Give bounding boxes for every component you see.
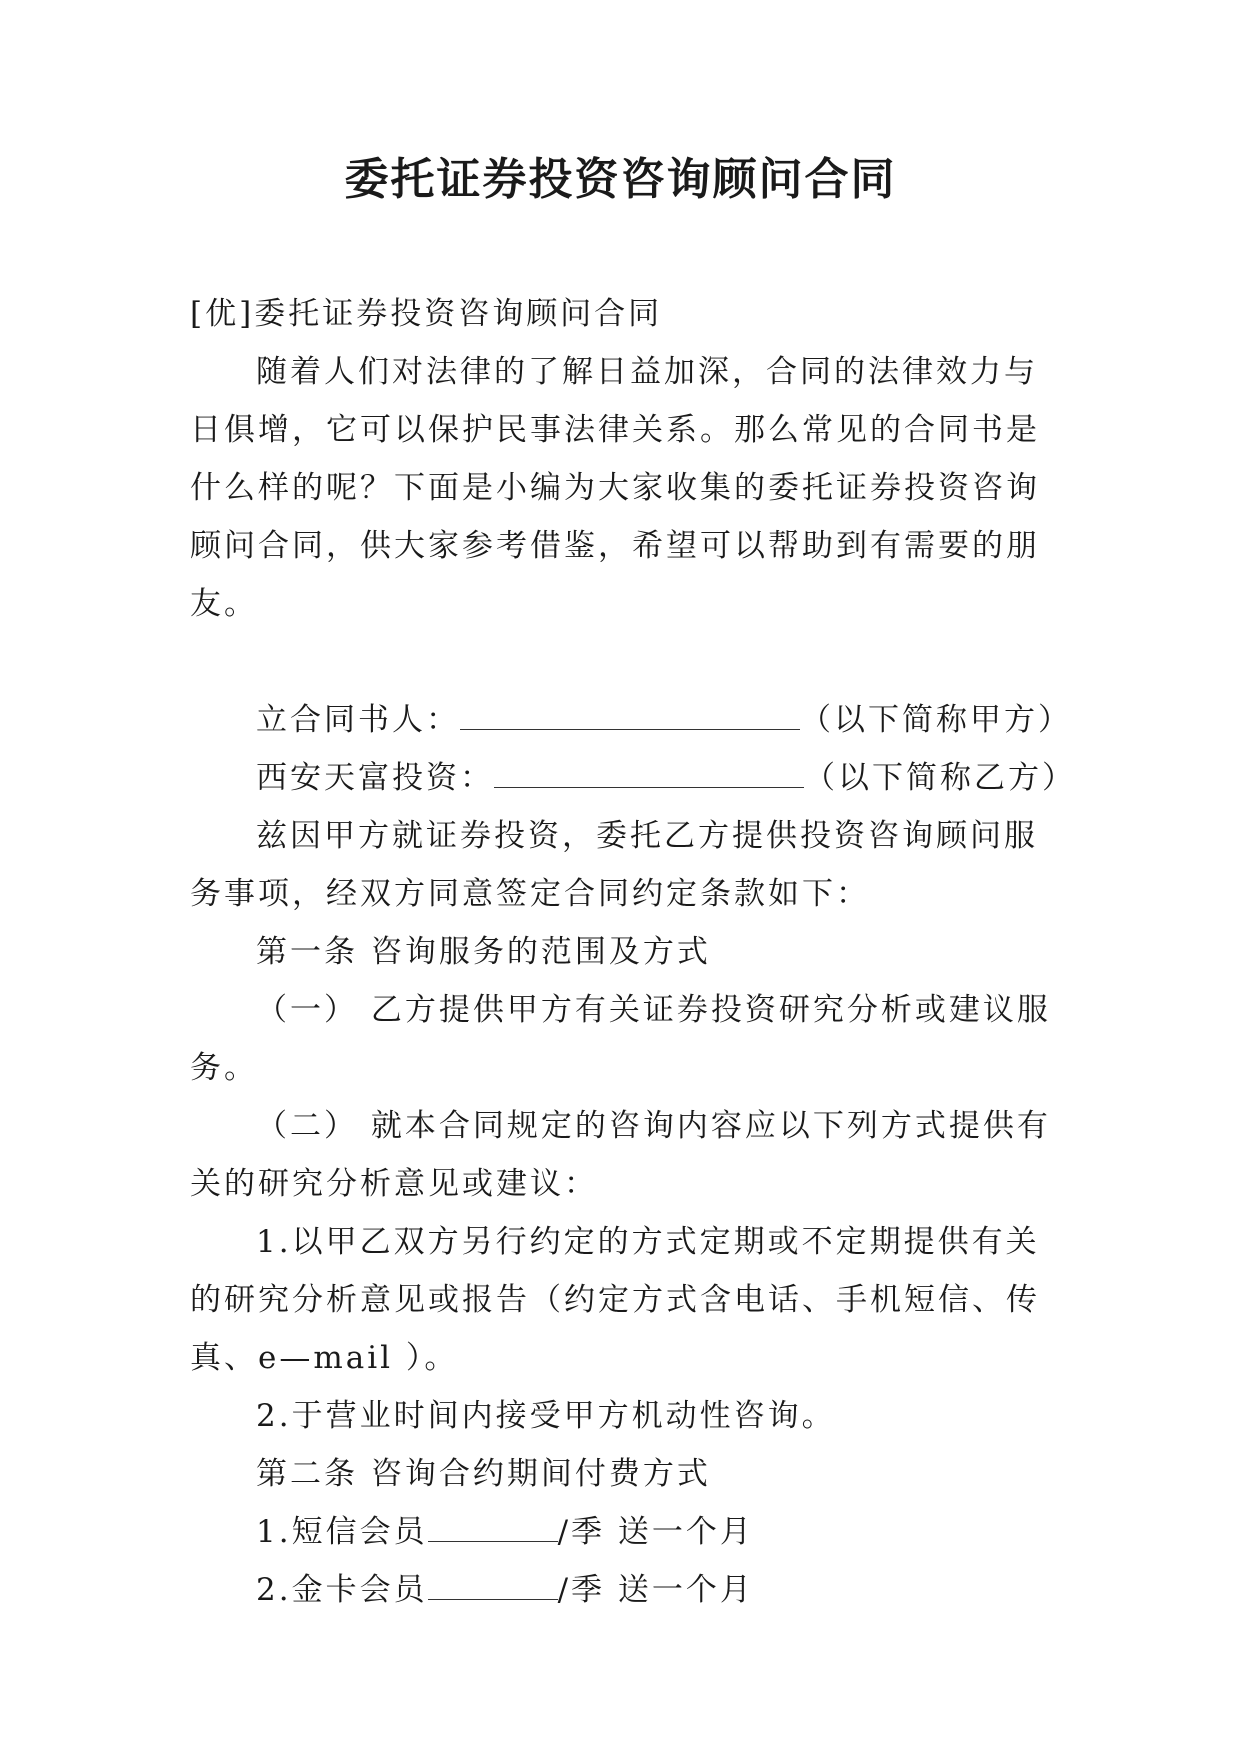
intro-paragraph: 随着人们对法律的了解日益加深，合同的法律效力与日俱增，它可以保护民事法律关系。那么常见的合同书是什么样的呢？下面是小编为大家收集的委托证券投资咨询顾问合同，供大家参考借鉴，希望可以帮助到有需要的朋友。: [190, 354, 1040, 622]
fee2-blank[interactable]: [428, 1565, 558, 1600]
fee2-label: 2.金卡会员: [256, 1572, 428, 1608]
party-b-line: [190, 749, 1076, 807]
party-b-blank[interactable]: [494, 753, 804, 788]
article1-item2: （二） 就本合同规定的咨询内容应以下列方式提供有关的研究分析意见或建议：: [190, 1108, 1051, 1202]
fee2-line: [190, 1561, 1060, 1619]
fee1-line: [190, 1503, 1060, 1561]
fee1-suffix: /季 送一个月: [557, 1514, 754, 1550]
article1-heading: 第一条 咨询服务的范围及方式: [256, 934, 711, 970]
article1-sub2: 2.于营业时间内接受甲方机动性咨询。: [256, 1398, 836, 1434]
party-a-line: [190, 691, 1072, 749]
document-title: 委托证券投资咨询顾问合同: [344, 154, 897, 205]
paragraph-gap: [190, 633, 1060, 691]
article1-item1: （一） 乙方提供甲方有关证券投资研究分析或建议服务。: [190, 992, 1051, 1086]
fee2-suffix: /季 送一个月: [557, 1572, 754, 1608]
fee1-label: 1.短信会员: [256, 1514, 428, 1550]
party-a-suffix: （以下简称甲方）: [800, 702, 1072, 738]
party-b-label: 西安天富投资：: [256, 760, 494, 796]
document-subtitle: [优]委托证券投资咨询顾问合同: [190, 296, 663, 332]
party-a-blank[interactable]: [460, 695, 800, 730]
party-b-suffix: （以下简称乙方）: [804, 760, 1076, 796]
fee1-blank[interactable]: [428, 1507, 558, 1542]
party-a-label: 立合同书人：: [256, 702, 460, 738]
preamble-paragraph: 兹因甲方就证券投资，委托乙方提供投资咨询顾问服务事项，经双方同意签定合同约定条款如下：: [190, 818, 1038, 912]
article2-heading: 第二条 咨询合约期间付费方式: [256, 1456, 711, 1492]
document-body: [190, 285, 1076, 1619]
article1-sub1: 1.以甲乙双方另行约定的方式定期或不定期提供有关的研究分析意见或报告（约定方式含电话、手机短信、传真、e—mail ）。: [190, 1224, 1040, 1376]
